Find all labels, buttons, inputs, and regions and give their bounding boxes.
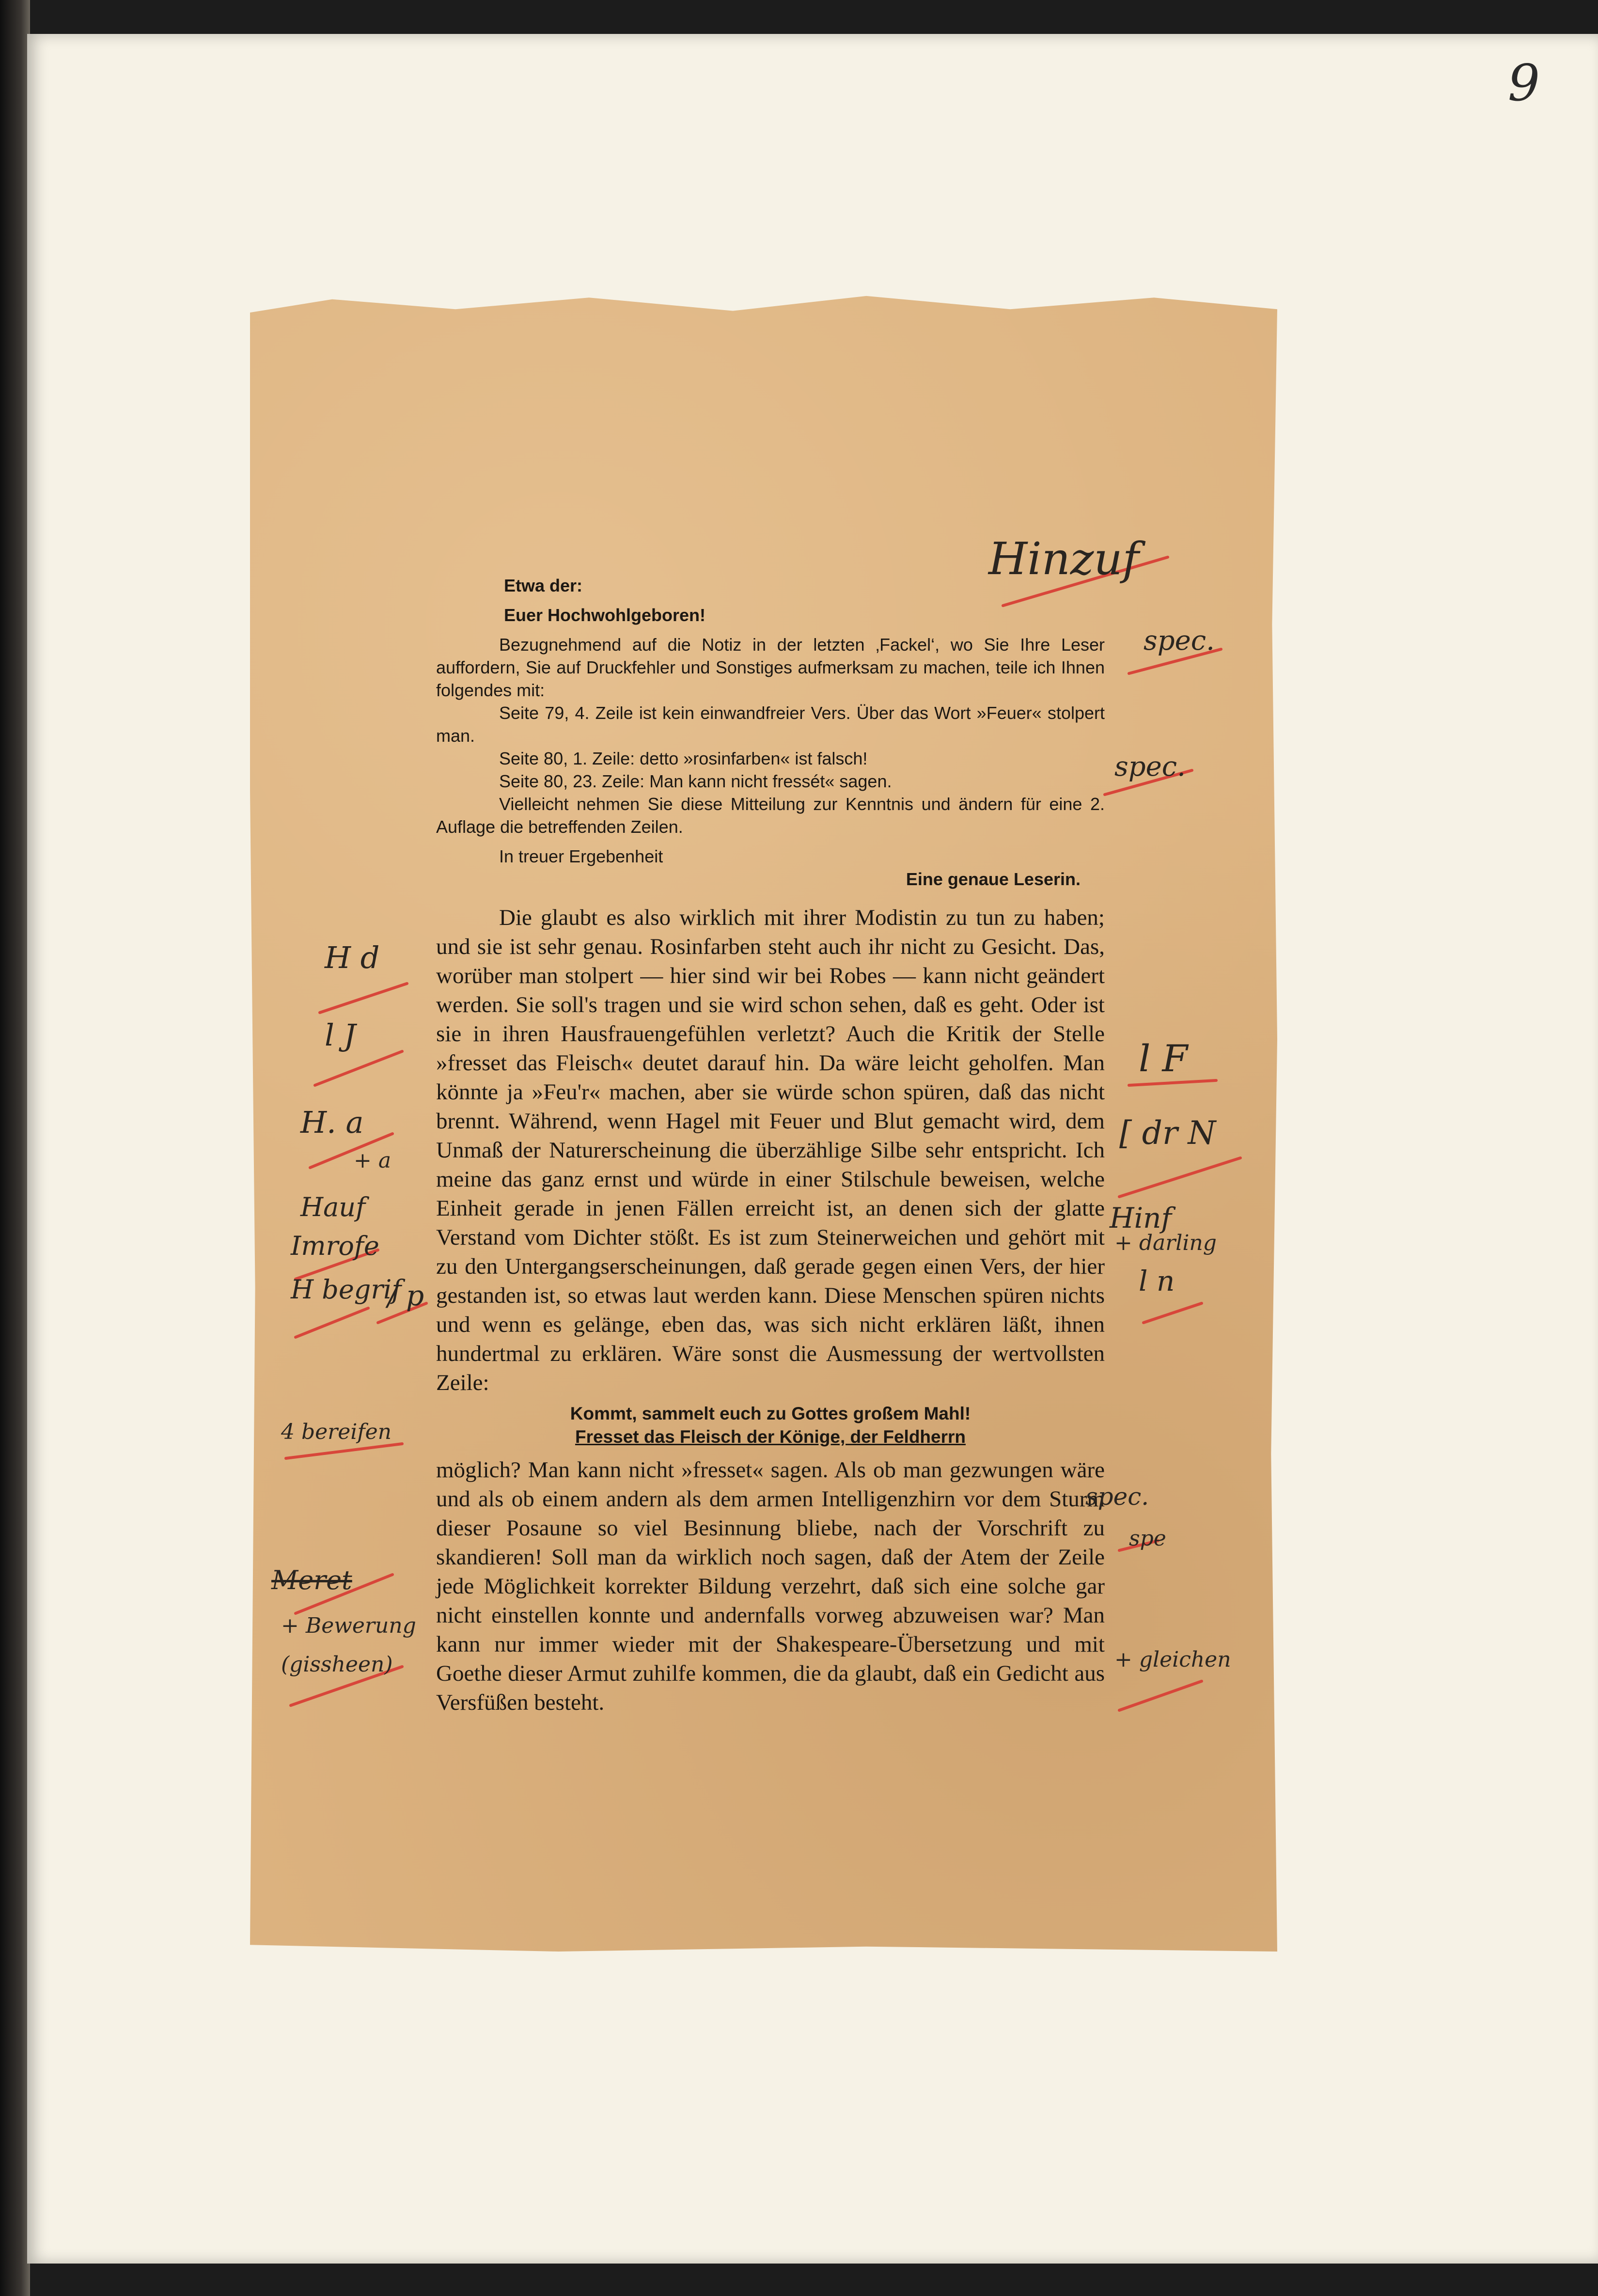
annotation-right: Hinf — [1110, 1202, 1172, 1234]
letter-greeting: Euer Hochwohlgeboren! — [504, 605, 706, 625]
red-mark — [296, 1308, 368, 1337]
body-paragraph: möglich? Man kann nicht »fresset« sagen. Als ob man gezwungen wäre und als ob einem andern als dem armen Intelligenzhirn vor dem Sturm dieser Posaune so viel Besinnung bliebe, nach der Vorschrift zu skandieren! Soll man da wirklich noch sagen, daß der Atem der Zeile jede Möglichkeit korrekter Bildung verzehrt, daß sich eine solche gar nicht einstellen konnte und andernfalls vorweg abzuweisen war? Man kann nur immer wieder mit der Shakespeare-Übersetzung und mit Goethe dieser Armut zuhilfe kommen, die da glaubt, daß ein Gedicht aus Versfüßen besteht. — [436, 1457, 1105, 1715]
letter-paragraph: Seite 80, 1. Zeile: detto »rosinfarben« ist falsch! — [499, 749, 868, 768]
annotation-left: H d — [325, 940, 380, 975]
verse-line: Kommt, sammelt euch zu Gottes großem Mahl! — [570, 1404, 971, 1423]
red-mark — [315, 1051, 402, 1085]
page-number: 9 — [1507, 53, 1540, 112]
annotation-left: H begrif — [291, 1274, 402, 1305]
annotation-left: 4 bereifen — [281, 1420, 392, 1444]
annotation-left: H. a — [300, 1105, 364, 1140]
annotation-right: l n — [1139, 1265, 1175, 1297]
annotation-left: + a — [354, 1148, 392, 1173]
red-mark — [1144, 1303, 1202, 1323]
annotation-left: + Bewerung — [281, 1613, 416, 1638]
annotation-right: + gleichen — [1114, 1647, 1231, 1672]
annotation-left: Hauf — [300, 1192, 366, 1222]
annotation-left: Meret — [271, 1565, 352, 1595]
annotation-right: + darling — [1114, 1231, 1217, 1255]
letter-paragraph: Seite 80, 23. Zeile: Man kann nicht fressét« sagen. — [499, 771, 892, 791]
red-mark — [320, 984, 407, 1013]
letter-salutation: Etwa der: — [504, 576, 583, 595]
letter-closing: In treuer Ergebenheit — [499, 846, 663, 866]
annotation-right: [ dr N — [1119, 1114, 1216, 1152]
annotation-spec: spec. — [1114, 751, 1186, 782]
red-mark — [1119, 1158, 1240, 1197]
annotation-left: Imrofe — [291, 1231, 379, 1261]
red-mark — [1119, 1681, 1202, 1710]
annotation-spec: spec. — [1085, 1483, 1149, 1511]
annotation-top-right: Hinzuf — [988, 533, 1139, 585]
letter-paragraph: Seite 79, 4. Zeile ist kein einwandfreier Vers. Über das Wort »Feuer« stolpert man. — [436, 703, 1105, 746]
annotation-spec: spec. — [1144, 625, 1215, 656]
annotation-left: l J — [325, 1017, 356, 1053]
annotation-left: / p — [388, 1279, 424, 1312]
annotation-left: (gissheen) — [281, 1652, 393, 1677]
letter-paragraph: Vielleicht nehmen Sie diese Mitteilung zur Kenntnis und ändern für eine 2. Auflage die betreffenden Zeilen. — [436, 794, 1105, 837]
verse-line: Fresset das Fleisch der Könige, der Feldherrn — [575, 1427, 966, 1447]
annotation-spec: spe — [1129, 1526, 1166, 1551]
red-mark — [1129, 1080, 1216, 1085]
letter-signature: Eine genaue Leserin. — [906, 869, 1081, 889]
red-mark — [286, 1444, 402, 1458]
body-paragraph: Die glaubt es also wirklich mit ihrer Modistin zu tun zu haben; und sie ist sehr genau. Rosinfarben steht auch ihr nicht zu Gesicht. Das, worüber man stolpert — hier sind wir bei Robes — kann nicht geändert werden. Sie soll's tragen und sie wird schon sehen, daß es geht. Oder ist sie in ihren Hausfrauengefühlen verletzt? Auch die Kritik der Stelle »fresset das Fleisch« deutet darauf hin. Da wäre leicht geholfen. Man könnte ja »Feu'r« machen, aber sie würde schon spüren, daß das nicht brennt. Während, wenn Hagel mit Feuer und Blut gemacht wird, dem Unmaß der Naturerscheinung die überzählige Silbe sehr entspricht. Ich meine das ganz ernst und würde in einer Stilschule beweisen, welche Einheit gerade in jenen Fällen erreicht ist, an denen sich der glatte Verstand vom Dichter stößt. Es ist zum Steinerweichen und gehört mit zu den Untergangserscheinungen, daß gerade gegen einen Vers, der hier gestanden ist, so etwas laut werden kann. Diese Menschen spüren nichts und wenn es gelänge, eben das, was sich nicht erklären läßt, ihnen hundertmal zu erklären. Wäre sonst die Ausmessung der wertvollsten Zeile: — [436, 905, 1105, 1395]
letter-paragraph: Bezugnehmend auf die Notiz in der letzten ‚Fackel‘, wo Sie Ihre Leser auffordern, Sie auf Druckfehler und Sonstiges aufmerksam zu machen, teile ich Ihnen folgendes mit: — [436, 635, 1105, 700]
annotation-right: l F — [1139, 1037, 1188, 1080]
